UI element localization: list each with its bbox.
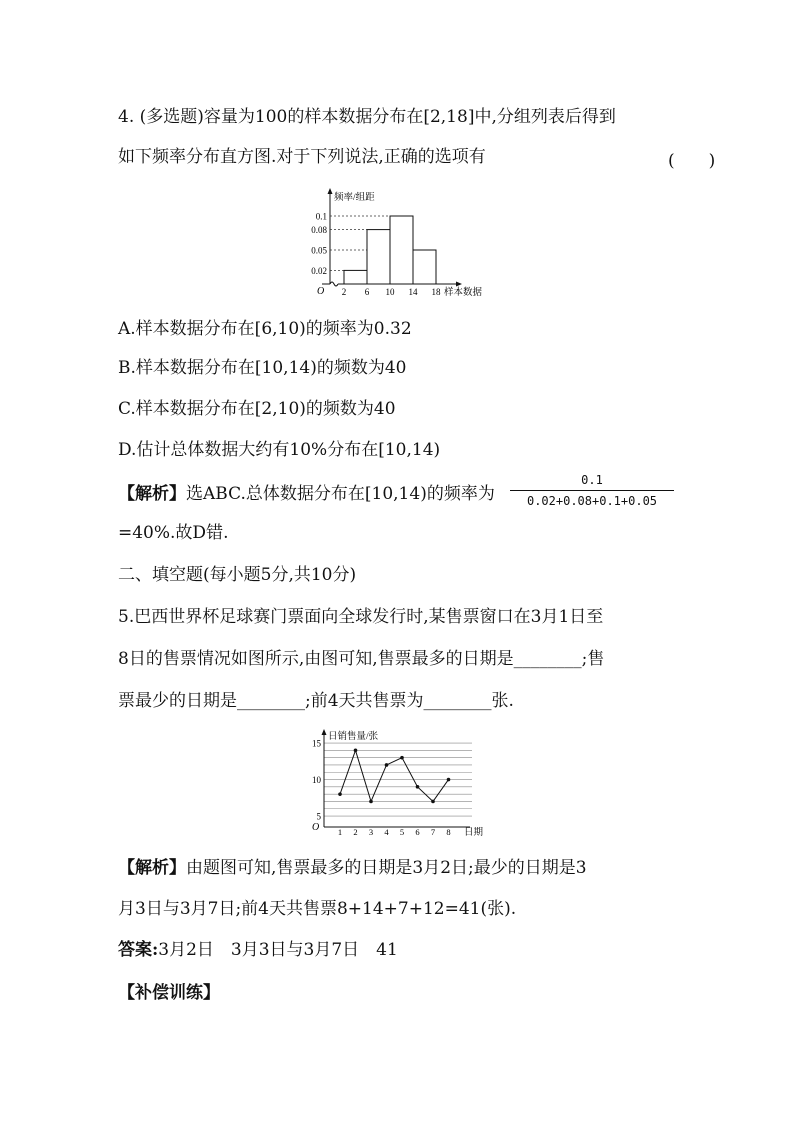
line-chart-xlabel: 日期 bbox=[464, 828, 484, 838]
histogram-chart bbox=[300, 182, 500, 302]
sales-line-chart bbox=[300, 727, 500, 839]
q4-analysis bbox=[118, 483, 495, 505]
hist-ytick-3: 0.1 bbox=[315, 211, 327, 222]
q4-line2: 如下频率分布直方图.对于下列说法,正确的选项有 bbox=[118, 147, 486, 167]
axis-break bbox=[330, 282, 338, 286]
line-xtick-7: 8 bbox=[446, 827, 451, 837]
line-ytick-0: 5 bbox=[316, 811, 321, 822]
line-xtick-0: 1 bbox=[337, 827, 343, 837]
hist-bar-3 bbox=[413, 250, 436, 284]
hist-xtick-1: 6 bbox=[364, 287, 370, 297]
y-axis-arrow bbox=[322, 729, 327, 735]
answer-label: 答案: bbox=[118, 940, 159, 960]
line-xtick-1: 2 bbox=[353, 827, 358, 837]
q5-analysis bbox=[118, 857, 587, 879]
analysis-text: 选ABC.总体数据分布在[10,14)的频率为 bbox=[186, 484, 495, 504]
analysis-line1: 由题图可知,售票最多的日期是3月2日;最少的日期是3 bbox=[186, 858, 587, 878]
q5-line2: 8日的售票情况如图所示,由图可知,售票最多的日期是________;售 bbox=[118, 649, 605, 669]
q5-line3: 票最少的日期是________;前4天共售票为________张. bbox=[118, 691, 514, 711]
hist-ytick-0: 0.02 bbox=[311, 265, 327, 276]
data-point-6 bbox=[416, 785, 420, 789]
hist-xtick-3: 14 bbox=[408, 287, 418, 297]
answer-line bbox=[118, 939, 398, 961]
hist-xtick-2: 10 bbox=[385, 287, 395, 297]
line-xtick-3: 4 bbox=[384, 827, 389, 837]
line-ytick-2: 15 bbox=[312, 738, 321, 749]
hist-bar-1 bbox=[367, 230, 390, 284]
supplement-heading: 【补偿训练】 bbox=[118, 983, 220, 1003]
x-axis-arrow bbox=[456, 282, 462, 287]
line-xtick-2: 3 bbox=[368, 827, 374, 837]
hist-ytick-1: 0.05 bbox=[311, 245, 327, 256]
hist-bar-0 bbox=[344, 270, 367, 284]
fraction-numerator: 0.1 bbox=[581, 473, 603, 487]
fraction-denominator: 0.02+0.08+0.1+0.05 bbox=[510, 490, 674, 508]
data-point-2 bbox=[354, 749, 358, 753]
data-point-5 bbox=[400, 756, 404, 760]
answer-text: 3月2日 3月3日与3月7日 41 bbox=[158, 940, 398, 960]
fraction bbox=[510, 473, 674, 508]
q4-line1: 4. (多选题)容量为100的样本数据分布在[2,18]中,分组列表后得到 bbox=[118, 107, 616, 127]
origin-label: O bbox=[312, 822, 320, 833]
hist-xtick-0: 2 bbox=[341, 287, 347, 297]
line-xtick-5: 6 bbox=[415, 827, 420, 837]
line-chart-ylabel: 日销售量/张 bbox=[328, 732, 379, 742]
histogram-xlabel: 样本数据 bbox=[444, 288, 483, 298]
hist-xtick-4: 18 bbox=[431, 287, 441, 297]
data-point-1 bbox=[338, 792, 342, 796]
data-point-3 bbox=[369, 800, 373, 804]
analysis-tag: 【解析】 bbox=[118, 858, 186, 878]
histogram-ylabel: 频率/组距 bbox=[334, 193, 375, 203]
line-xtick-6: 7 bbox=[430, 827, 436, 837]
analysis-tag: 【解析】 bbox=[118, 484, 186, 504]
section-heading: 二、填空题(每小题5分,共10分) bbox=[118, 565, 357, 585]
line-ytick-1: 10 bbox=[312, 775, 321, 786]
option-d: D.估计总体数据大约有10%分布在[10,14) bbox=[118, 440, 441, 460]
q5-analysis-line2: 月3日与3月7日;前4天共售票8+14+7+12=41(张). bbox=[118, 899, 517, 919]
hist-ytick-2: 0.08 bbox=[311, 225, 327, 236]
q4-analysis-line2: =40%.故D错. bbox=[118, 523, 229, 543]
hist-bar-2 bbox=[390, 216, 413, 284]
option-b: B.样本数据分布在[10,14)的频数为40 bbox=[118, 358, 407, 378]
origin-label: O bbox=[317, 286, 325, 297]
answer-bracket: ( ) bbox=[668, 151, 716, 171]
y-axis-arrow bbox=[328, 188, 333, 194]
option-c: C.样本数据分布在[2,10)的频数为40 bbox=[118, 399, 396, 419]
q5-line1: 5.巴西世界杯足球赛门票面向全球发行时,某售票窗口在3月1日至 bbox=[118, 607, 604, 627]
sales-line bbox=[340, 750, 449, 801]
data-point-8 bbox=[447, 778, 451, 782]
data-point-4 bbox=[385, 763, 389, 767]
data-point-7 bbox=[431, 800, 435, 804]
line-xtick-4: 5 bbox=[399, 827, 405, 837]
option-a: A.样本数据分布在[6,10)的频率为0.32 bbox=[118, 319, 412, 339]
